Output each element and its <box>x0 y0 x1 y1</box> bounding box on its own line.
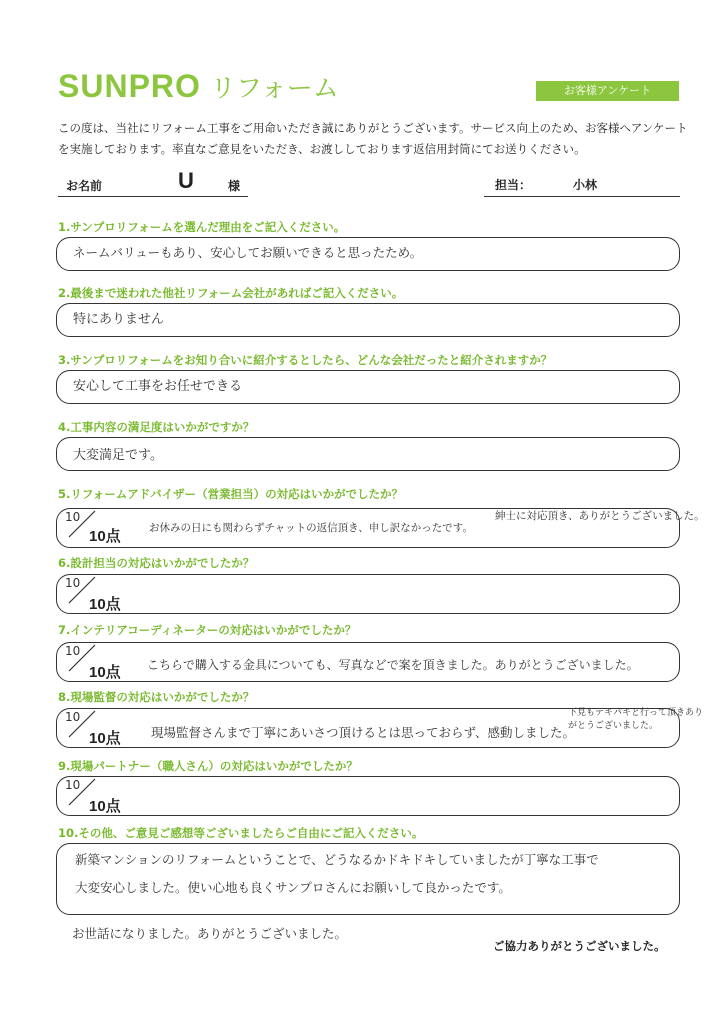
question-8-score: 10点 <box>89 730 121 747</box>
name-suffix: 様 <box>228 179 241 193</box>
question-10-line-3: お世話になりました。ありがとうございました。 <box>72 926 348 941</box>
question-9-score: 10点 <box>89 798 121 815</box>
question-7-score: 10点 <box>89 664 121 681</box>
question-3-answer: 安心して工事をお任せできる <box>73 379 243 394</box>
question-5-score-handwritten: 10 <box>65 510 81 524</box>
question-9-score-handwritten: 10 <box>65 778 81 792</box>
question-7-score-handwritten: 10 <box>65 644 81 658</box>
question-9-title: 9.現場パートナー（職人さん）の対応はいかがでしたか？ <box>58 759 358 773</box>
question-8-score-handwritten: 10 <box>65 710 81 724</box>
question-1-answer: ネームバリューもあり、安心してお願いできると思ったため。 <box>73 245 423 260</box>
question-1-title: 1.サンプロリフォームを選んだ理由をご記入ください。 <box>58 220 346 234</box>
question-5-score: 10点 <box>89 528 121 545</box>
question-7-title: 7.インテリアコーディネーターの対応はいかがでしたか？ <box>58 623 357 637</box>
question-2-answer: 特にありません <box>73 312 165 327</box>
staff-name: 小林 <box>573 178 598 192</box>
question-8-title: 8.現場監督の対応はいかがでしたか？ <box>58 690 255 704</box>
question-7-answer-box <box>56 642 680 682</box>
question-8-answer: 現場監督さんまで丁寧にあいさつ頂けるとは思っておらず、感動しました。 <box>151 725 576 740</box>
question-6-score: 10点 <box>89 596 121 613</box>
question-10-title: 10.その他、ご意見ご感想等ございましたらご自由にご記入ください。 <box>58 826 424 840</box>
question-4-answer-box <box>56 437 680 471</box>
intro-text: この度は、当社にリフォーム工事をご用命いただき誠にありがとうございます。サービス向上のため、お客様へアンケートを実施しております。率直なご意見をいただき、お渡ししております返信用封筒にてお送りください。 <box>58 121 688 156</box>
question-7-answer: こちらで購入する金具についても、写真などで案を頂きました。ありがとうございました。 <box>147 658 639 672</box>
question-10-answer-box <box>56 843 680 915</box>
question-5-answer: お休みの日にも関わらずチャットの返信頂き、申し訳なかったです。 <box>149 522 473 534</box>
name-label: お名前 <box>66 179 103 193</box>
question-6-answer-box <box>56 574 680 614</box>
question-1-answer-box <box>56 237 680 271</box>
question-4-answer: 大変満足です。 <box>73 448 163 463</box>
question-10-line-2: 大変安心しました。使い心地も良くサンプロさんにお願いして良かったです。 <box>75 880 511 895</box>
staff-label: 担当： <box>495 178 532 192</box>
question-8-answer-extra: 下見もテキパキと行って頂きありがとうございました。 <box>568 708 704 731</box>
question-2-title: 2.最後まで迷われた他社リフォーム会社があればご記入ください。 <box>58 286 404 300</box>
question-5-answer-extra: 紳士に対応頂き、ありがとうございました。 <box>495 510 705 522</box>
survey-badge: お客様アンケート <box>536 81 679 101</box>
question-3-title: 3.サンプロリフォームをお知り合いに紹介するとしたら、どんな会社だったと紹介されますか？ <box>58 353 553 367</box>
question-10-line-1: 新築マンションのリフォームということで、どうなるかドキドキしていましたが丁寧な工事で <box>75 852 599 867</box>
logo-reform: リフォーム <box>210 74 339 104</box>
customer-name: U <box>178 168 194 193</box>
question-2-answer-box <box>56 303 680 337</box>
question-3-answer-box <box>56 370 680 404</box>
logo-sunpro: SUNPRO <box>58 68 201 104</box>
thanks-text: ご協力ありがとうございました。 <box>493 939 666 953</box>
question-5-answer-box <box>56 508 705 548</box>
question-4-title: 4.工事内容の満足度はいかがですか？ <box>58 420 255 434</box>
question-6-score-handwritten: 10 <box>65 576 81 590</box>
question-5-title: 5.リフォームアドバイザー（営業担当）の対応はいかがでしたか？ <box>58 487 404 501</box>
question-6-title: 6.設計担当の対応はいかがでしたか？ <box>58 556 255 570</box>
question-9-answer-box <box>56 776 680 816</box>
